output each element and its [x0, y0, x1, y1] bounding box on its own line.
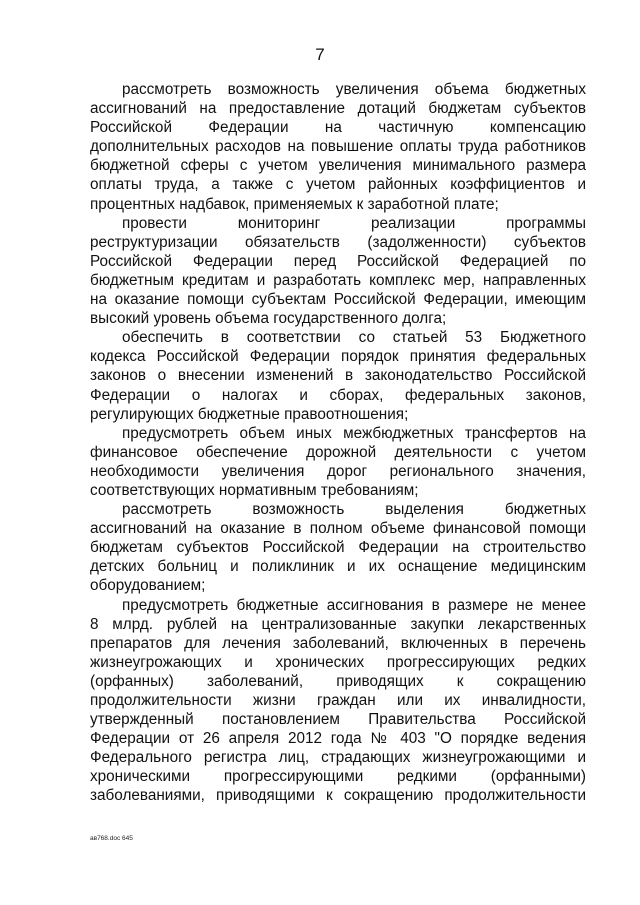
text-line: жизнеугрожающих и хронических прогрессирующих редких — [90, 653, 586, 671]
text-line: на оказание помощи субъектам Российской Федерации, имеющим — [90, 291, 586, 309]
text-line: заболеваниями, приводящими к сокращению продолжительности — [90, 787, 586, 805]
page-number: 7 — [315, 45, 325, 64]
text-line: Российской Федерации на частичную компенсацию — [90, 119, 586, 137]
text-line: Федерального регистра лиц, страдающих жизнеугрожающими и — [90, 749, 586, 767]
text-line: рассмотреть возможность увеличения объема бюджетных — [122, 81, 586, 98]
text-line: предусмотреть бюджетные ассигнования в размере не менее — [122, 596, 586, 614]
text-line: Российской Федерации перед Российской Федерацией по — [90, 252, 586, 270]
text-line: продолжительности жизни граждан или их инвалидности, — [90, 692, 586, 709]
text-line: соответствующих нормативным требованиям; — [90, 481, 419, 499]
text-line: 8 млрд. рублей на централизованные закупки лекарственных — [90, 615, 586, 633]
footer-file-reference: ав768.doc 645 — [90, 835, 133, 842]
text-line: провести мониторинг реализации программы — [122, 214, 586, 232]
text-line: финансовое обеспечение дорожной деятельности с учетом — [90, 443, 586, 461]
text-line: дополнительных расходов на повышение оплаты труда работников — [90, 138, 586, 156]
text-line: бюджетным кредитам и разработать комплекс мер, направленных — [90, 271, 586, 289]
text-line: (орфанных) заболеваний, приводящих к сокращению — [90, 672, 586, 690]
text-line: кодекса Российской Федерации порядок принятия федеральных — [90, 348, 586, 366]
text-line: ассигнований на предоставление дотаций бюджетам субъектов — [90, 100, 586, 118]
document-body — [90, 80, 586, 806]
text-line: утвержденный постановлением Правительства Российской — [90, 711, 586, 729]
text-line: необходимости увеличения дорог регионального значения, — [90, 462, 586, 480]
text-line: законов о внесении изменений в законодательство Российской — [90, 367, 586, 385]
text-line: Федерации от 26 апреля 2012 года № 403 "О порядке ведения — [90, 730, 586, 748]
text-line: бюджетам субъектов Российской Федерации на строительство — [90, 539, 586, 557]
text-line: детских больниц и поликлиник и их оснащение медицинским — [90, 558, 586, 576]
text-line: реструктуризации обязательств (задолженности) субъектов — [90, 233, 586, 251]
text-line: бюджетной сферы с учетом увеличения минимального размера — [90, 157, 586, 175]
text-line: высокий уровень объема государственного долга; — [90, 310, 447, 328]
text-line: Федерации о налогах и сборах, федеральных законов, — [90, 386, 586, 404]
text-line: оборудованием; — [90, 577, 206, 595]
text-line: оплаты труда, а также с учетом районных коэффициентов и — [90, 176, 586, 194]
text-line: ассигнований на оказание в полном объеме финансовой помощи — [90, 520, 586, 538]
text-line: хроническими прогрессирующими редкими (орфанными) — [90, 768, 586, 786]
text-line: процентных надбавок, применяемых к заработной плате; — [90, 195, 499, 213]
text-line: регулирующих бюджетные правоотношения; — [90, 405, 409, 423]
text-line: предусмотреть объем иных межбюджетных трансфертов на — [122, 424, 586, 442]
text-line: рассмотреть возможность выделения бюджетных — [122, 501, 586, 519]
text-line: препаратов для лечения заболеваний, включенных в перечень — [90, 634, 586, 652]
text-line: обеспечить в соответствии со статьей 53 Бюджетного — [122, 329, 586, 347]
